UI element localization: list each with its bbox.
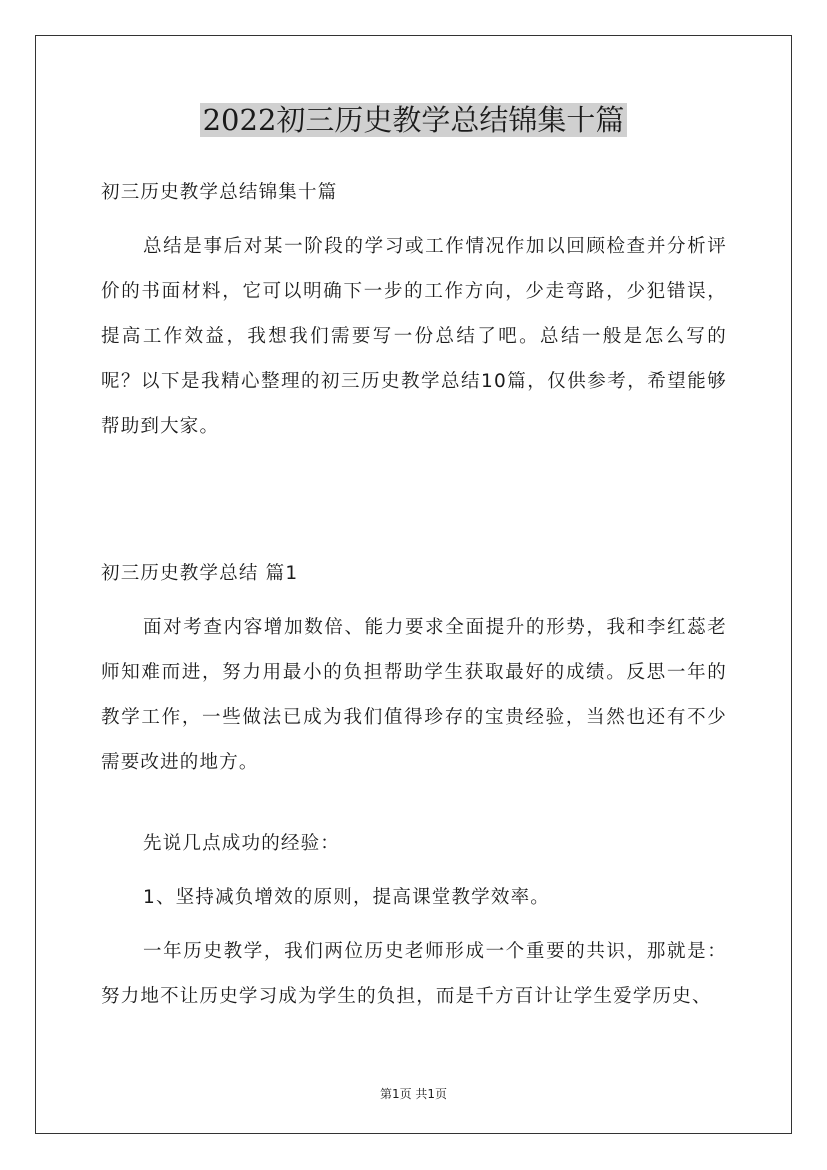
page-footer: 第1页 共1页 (379, 1087, 448, 1101)
document-subtitle: 初三历史教学总结锦集十篇 (101, 182, 338, 203)
body-paragraph: 先说几点成功的经验： (143, 833, 341, 854)
body-paragraph: 面对考查内容增加数倍、能力要求全面提升的形势，我和李红蕊老师知难而进，努力用最小的负担帮助学生获取最好的成绩。反思一年的教学工作，一些做法已成为我们值得珍存的宝贵经验，当然也还有不少需要改进的地方。 (101, 617, 727, 773)
body-paragraph: 1、坚持减负增效的原则，提高课堂教学效率。 (143, 887, 550, 908)
intro-paragraph: 总结是事后对某一阶段的学习或工作情况作加以回顾检查并分析评价的书面材料，它可以明确下一步的工作方向，少走弯路，少犯错误，提高工作效益，我想我们需要写一份总结了吧。总结一般是怎么写的呢？以下是我精心整理的初三历史教学总结10篇，仅供参考，希望能够帮助到大家。 (101, 236, 727, 437)
section-heading: 初三历史教学总结 篇1 (101, 563, 299, 584)
document-title-text: 2022初三历史教学总结锦集十篇 (200, 103, 628, 137)
body-paragraph: 一年历史教学，我们两位历史老师形成一个重要的共识，那就是：努力地不让历史学习成为学生的负担，而是千方百计让学生爱学历史、 (101, 941, 727, 1007)
document-title (0, 99, 827, 141)
